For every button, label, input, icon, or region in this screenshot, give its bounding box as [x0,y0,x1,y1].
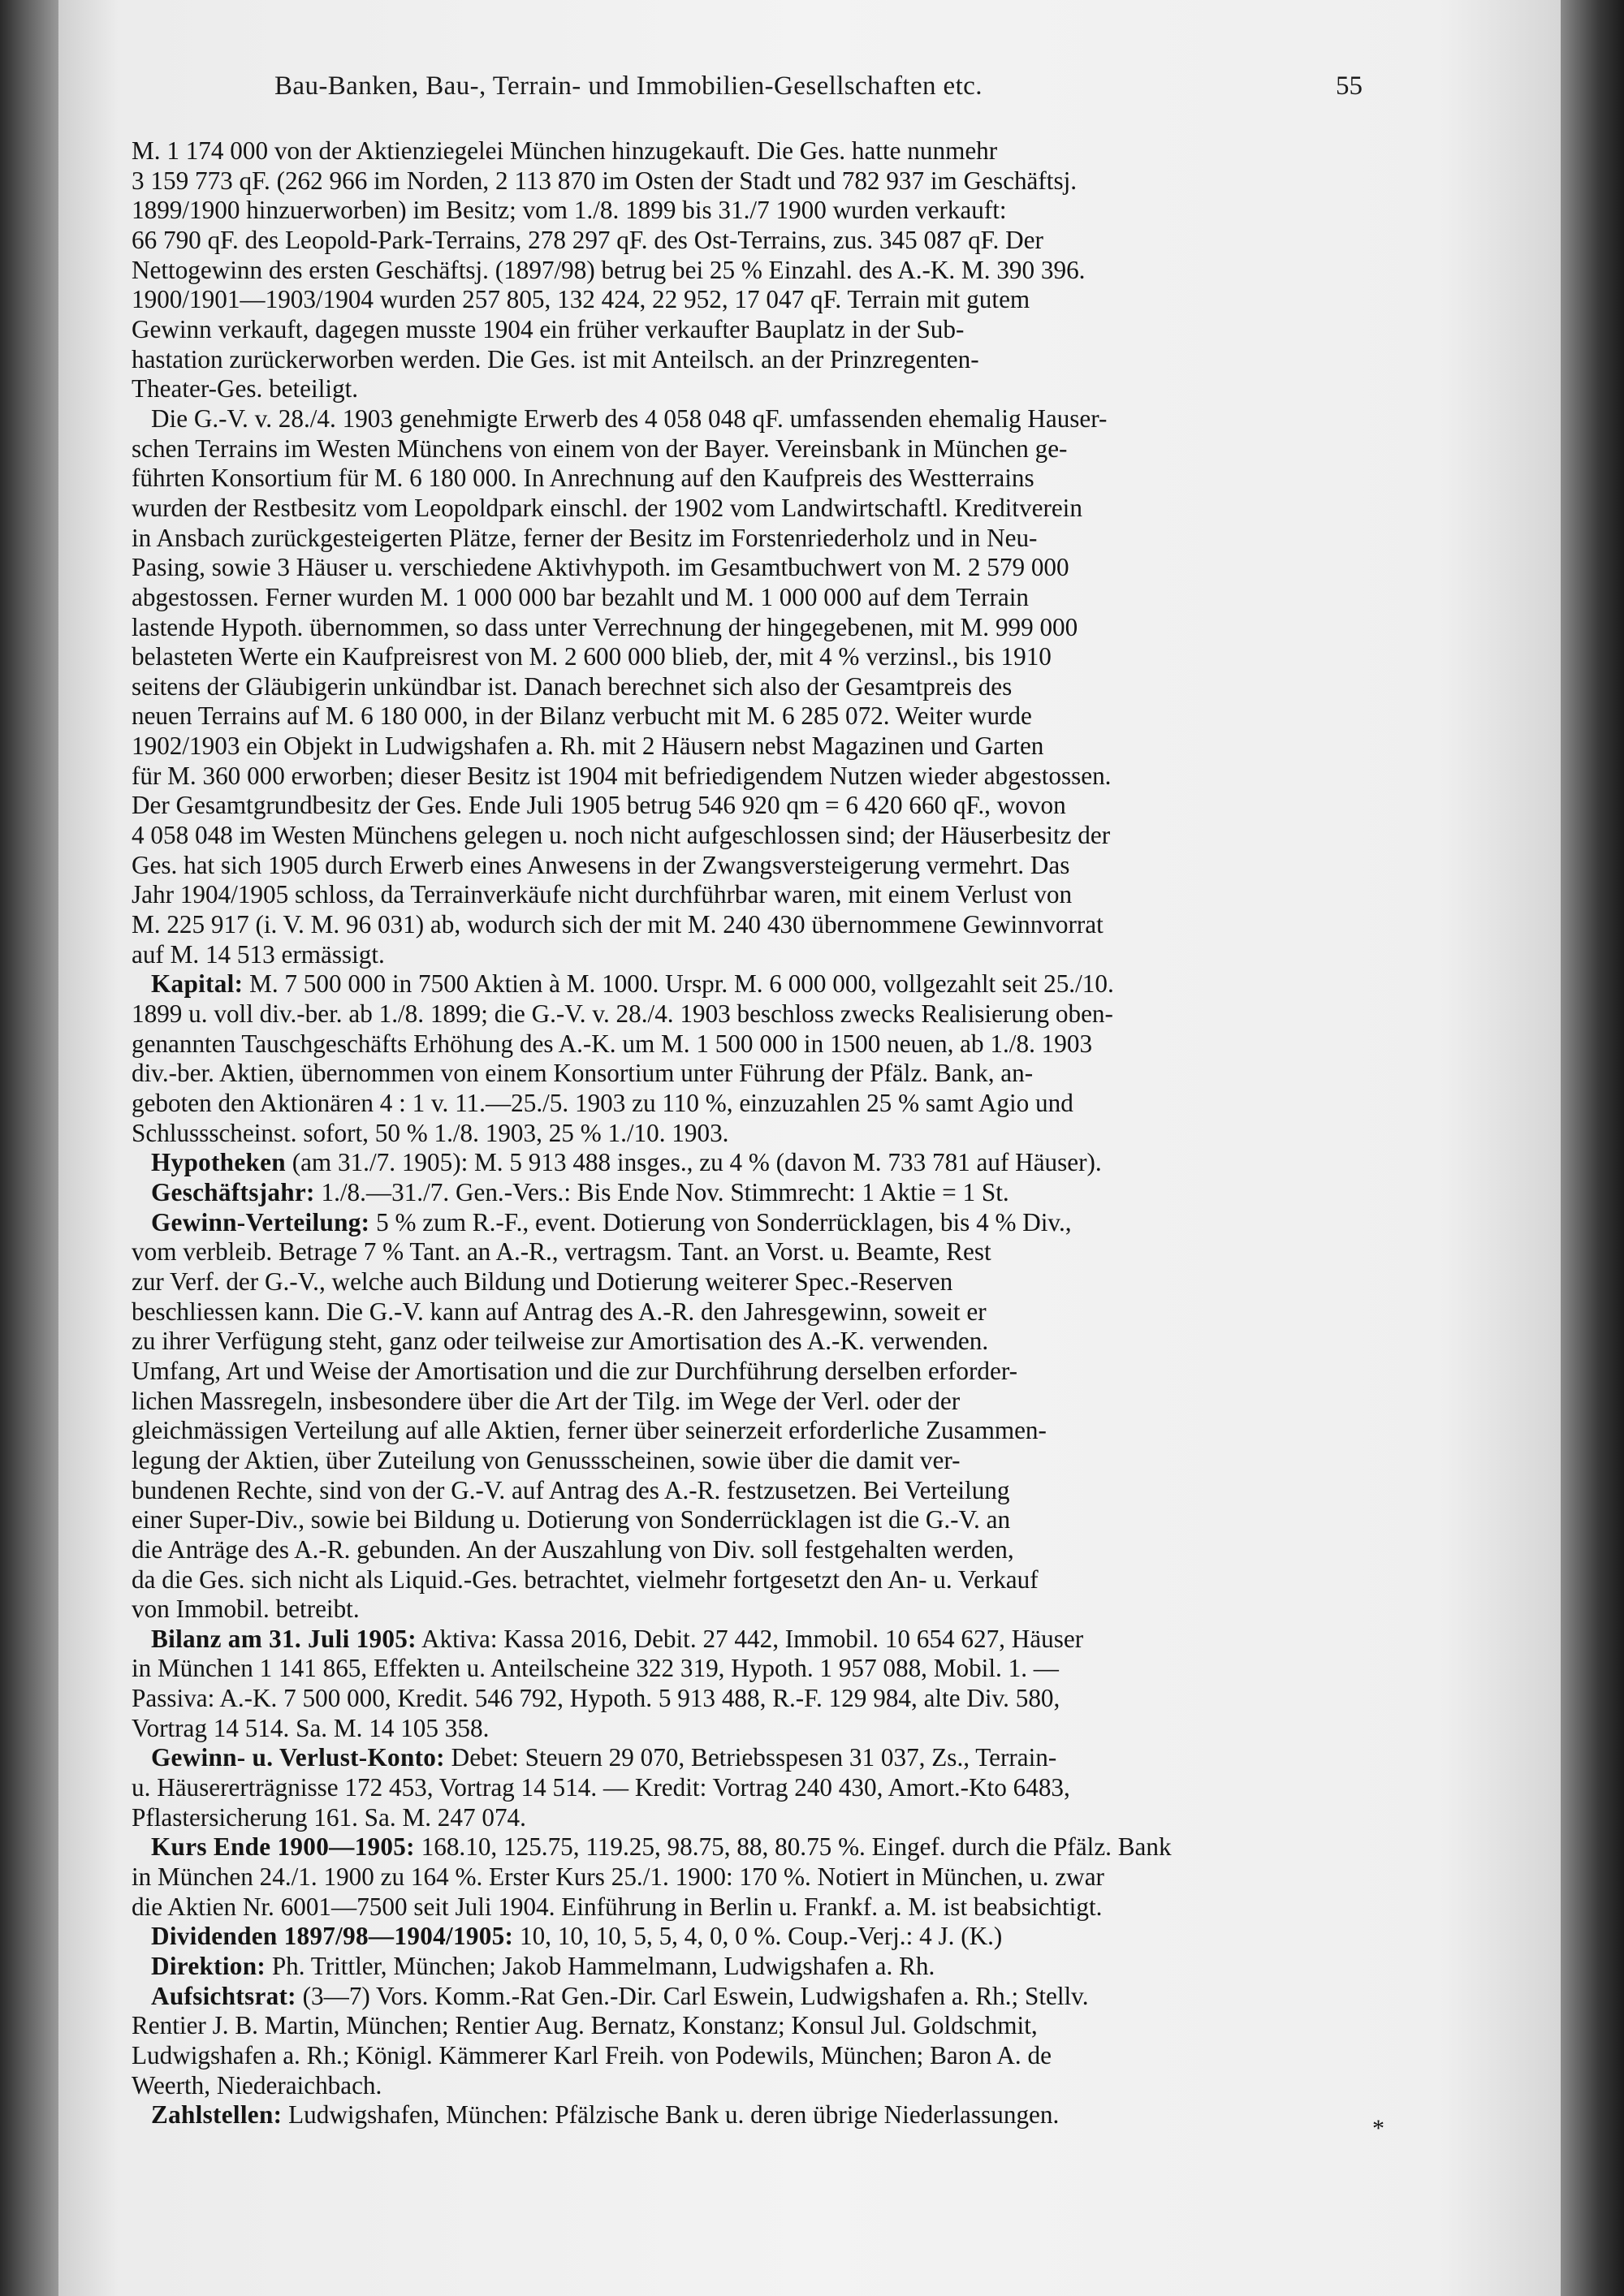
section-text: zur Verf. der G.-V., welche auch Bildung und Dotierung weiterer Spec.-Reserven [132,1267,953,1296]
text-line-content [132,1862,1104,1892]
section-first-line [132,1743,1386,1773]
text-line [132,880,1386,910]
text-line-content [132,1267,952,1297]
text-line-content [132,1654,1059,1684]
text-line-content: 1902/1903 ein Objekt in Ludwigshafen a. Rh. mit 2 Häusern nebst Magazinen und Garten [132,732,1044,761]
section-text: in München 1 141 865, Effekten u. Anteilscheine 322 319, Hypoth. 1 957 088, Mobil. 1. — [132,1654,1059,1683]
section-first-line [132,1952,1386,1982]
text-line-content [132,1357,1017,1387]
text-line-content: 66 790 qF. des Leopold-Park-Terrains, 278 297 qF. des Ost-Terrains, zus. 345 087 qF. Der [132,225,1043,254]
text-line-content [151,1922,1002,1952]
section-text: Schlussscheinst. sofort, 50 % 1./8. 1903, 25 % 1./10. 1903. [132,1118,729,1147]
text-line-content: hastation zurückerworben werden. Die Ges. ist mit Anteilsch. an der Prinzregenten- [132,344,979,373]
section-first-line [132,1208,1386,1238]
text-line [132,404,1386,434]
text-line-content [132,1446,961,1476]
text-line [132,821,1386,851]
text-line-content: schen Terrains im Westen Münchens von einem von der Bayer. Vereinsbank in München ge- [132,434,1068,463]
text-line [132,999,1386,1029]
text-line [132,613,1386,643]
section-text: Pflastersicherung 161. Sa. M. 247 074. [132,1802,526,1832]
text-line-content: wurden der Restbesitz vom Leopoldpark einschl. der 1902 vom Landwirtschaftl. Kreditverein [132,493,1082,522]
text-line-content [132,1029,1092,1060]
text-line-content: Der Gesamtgrundbesitz der Ges. Ende Juli 1905 betrug 546 920 qm = 6 420 660 qF., wovon [132,791,1066,820]
text-line-content: M. 1 174 000 von der Aktienziegelei München hinzugekauft. Die Ges. hatte nunmehr [132,136,998,165]
section-text: die Anträge des A.-R. gebunden. An der Auszahlung von Div. soll festgehalten werden, [132,1534,1014,1564]
text-line [132,2041,1386,2071]
text-line-content [151,1982,1089,2012]
section-text: 10, 10, 10, 5, 5, 4, 0, 0 %. Coup.-Verj.: 4 J. (K.) [513,1922,1003,1951]
text-line [132,1327,1386,1357]
text-line-content: Ges. hat sich 1905 durch Erwerb eines Anwesens in der Zwangsversteigerung vermehrt. Das [132,850,1070,879]
text-line-content [132,1089,1073,1119]
section-text: Ludwigshafen, München: Pfälzische Bank u. deren übrige Niederlassungen. [282,2100,1060,2130]
section-label: Direktion: [151,1952,266,1981]
text-line [132,1862,1386,1892]
text-line [132,1595,1386,1625]
text-line [132,1803,1386,1833]
section-text: (am 31./7. 1905): M. 5 913 488 insges., zu 4 % (davon M. 733 781 auf Häuser). [285,1148,1102,1177]
text-line-content [151,969,1114,999]
section-label: Kapital: [151,969,244,999]
text-line [132,1059,1386,1089]
text-line-content: Nettogewinn des ersten Geschäftsj. (1897/98) betrug bei 25 % Einzahl. des A.-K. M. 390 396. [132,255,1086,284]
text-line-content: Gewinn verkauft, dagegen musste 1904 ein früher verkaufter Bauplatz in der Sub- [132,314,965,343]
text-line [132,196,1386,226]
section-text: legung der Aktien, über Zuteilung von Genussscheinen, sowie über die damit ver- [132,1445,961,1474]
text-line-content [151,1625,1083,1655]
section-first-line [132,1982,1386,2012]
text-line [132,2011,1386,2041]
text-line-content: führten Konsortium für M. 6 180 000. In Anrechnung auf den Kaufpreis des Westterrains [132,464,1034,493]
section-text: u. Häusererträgnisse 172 453, Vortrag 14 514. — Kredit: Vortrag 240 430, Amort.-Kto 6483, [132,1773,1070,1802]
text-line-content [151,1178,1009,1208]
section-label: Hypotheken [151,1148,286,1177]
text-line [132,1387,1386,1417]
section-first-line [132,1922,1386,1952]
text-line [132,672,1386,702]
section-first-line [132,1178,1386,1208]
section-first-line [132,1832,1386,1862]
text-line-content: seitens der Gläubigerin unkündbar ist. Danach berechnet sich also der Gesamtpreis des [132,671,1013,701]
section-text: genannten Tauschgeschäfts Erhöhung des A.-K. um M. 1 500 000 in 1500 neuen, ab 1./8. 1903 [132,1029,1093,1058]
text-line-content [132,1892,1102,1923]
section-label: Bilanz am 31. Juli 1905: [151,1624,417,1653]
text-line [132,166,1386,196]
text-line [132,136,1386,166]
section-label: Dividenden 1897/98—1904/1905: [151,1922,514,1951]
section-text: Rentier J. B. Martin, München; Rentier Aug. Bernatz, Konstanz; Konsul Jul. Goldschmit, [132,2011,1038,2040]
text-line [132,285,1386,315]
text-line [132,791,1386,821]
text-line-content [132,2011,1038,2041]
section-text: 1899 u. voll div.-ber. ab 1./8. 1899; die G.-V. v. 28./4. 1903 beschloss zwecks Realisierung oben- [132,999,1113,1029]
section-text: zu ihrer Verfügung steht, ganz oder teilweise zur Amortisation des A.-K. verwenden. [132,1327,989,1356]
text-line [132,1297,1386,1327]
section-text: M. 7 500 000 in 7500 Aktien à M. 1000. Urspr. M. 6 000 000, vollgezahlt seit 25./10. [243,969,1114,999]
section-text: Umfang, Art und Weise der Amortisation und die zur Durchführung derselben erforder- [132,1356,1017,1385]
text-line-content: abgestossen. Ferner wurden M. 1 000 000 bar bezahlt und M. 1 000 000 auf dem Terrain [132,582,1030,611]
text-line-content [132,1535,1014,1565]
text-line [132,732,1386,762]
text-line-content [132,1237,991,1267]
text-line-content [132,1565,1039,1595]
text-line-content [132,1476,1010,1506]
text-line-content: 4 058 048 im Westen Münchens gelegen u. noch nicht aufgeschlossen sind; der Häuserbesitz der [132,821,1111,850]
section-first-line [132,1148,1386,1178]
running-title: Bau-Banken, Bau-, Terrain- und Immobilien-Gesellschaften etc. [274,71,983,101]
text-line [132,1684,1386,1714]
text-line [132,1654,1386,1684]
section-first-line [132,1625,1386,1655]
text-line [132,524,1386,554]
text-line-content [151,1952,935,1982]
section-text: Passiva: A.-K. 7 500 000, Kredit. 546 792, Hypoth. 5 913 488, R.-F. 129 984, alte Div. 580, [132,1684,1060,1713]
section-text: Ludwigshafen a. Rh.; Königl. Kämmerer Karl Freih. von Podewils, München; Baron A. de [132,2041,1052,2069]
text-line [132,1029,1386,1060]
text-line-content [132,999,1113,1029]
text-line [132,1773,1386,1803]
text-line [132,374,1386,404]
text-line-content [132,1773,1070,1803]
text-line [132,1267,1386,1297]
section-text: da die Ges. sich nicht als Liquid.-Ges. betrachtet, vielmehr fortgesetzt den An- u. Verkauf [132,1564,1039,1594]
text-line-content [132,1297,987,1327]
text-line-content [151,2100,1059,2130]
text-line [132,701,1386,732]
section-text: 168.10, 125.75, 119.25, 98.75, 88, 80.75 %. Eingef. durch die Pfälz. Bank [414,1832,1172,1862]
section-label: Aufsichtsrat: [151,1981,296,2010]
text-line-content [132,1119,728,1149]
text-line-content: lastende Hypoth. übernommen, so dass unter Verrechnung der hingegebenen, mit M. 999 000 [132,612,1078,641]
text-line-content [132,1595,360,1625]
section-text: geboten den Aktionären 4 : 1 v. 11.—25./5. 1903 zu 110 %, einzuzahlen 25 % samt Agio und [132,1089,1073,1117]
text-line [132,1119,1386,1149]
text-line [132,1476,1386,1506]
section-label: Geschäftsjahr: [151,1177,315,1206]
book-binding [0,0,58,2296]
text-line-content: 3 159 773 qF. (262 966 im Norden, 2 113 870 im Osten der Stadt und 782 937 im Geschäftsj. [132,166,1078,195]
section-label: Gewinn- u. Verlust-Konto: [151,1743,445,1772]
text-line [132,583,1386,613]
text-line-content [151,1208,1072,1238]
section-label: Zahlstellen: [151,2100,283,2130]
text-line [132,553,1386,583]
text-line-content [132,1387,960,1417]
text-line [132,226,1386,256]
text-line-content [151,1148,1102,1178]
section-text: Weerth, Niederaichbach. [132,2070,382,2100]
text-line [132,1892,1386,1923]
section-text: 5 % zum R.-F., event. Dotierung von Sonderrücklagen, bis 4 % Div., [369,1207,1072,1236]
section-text: vom verbleib. Betrage 7 % Tant. an A.-R., vertragsm. Tant. an Vorst. u. Beamte, Rest [132,1237,991,1267]
section-text: in München 24./1. 1900 zu 164 %. Erster Kurs 25./1. 1900: 170 %. Notiert in München, u. zwar [132,1862,1104,1892]
section-text: 1./8.—31./7. Gen.-Vers.: Bis Ende Nov. Stimmrecht: 1 Aktie = 1 St. [314,1177,1009,1206]
text-line-content: Die G.-V. v. 28./4. 1903 genehmigte Erwerb des 4 058 048 qF. umfassenden ehemalig Hauser- [151,404,1108,433]
text-line-content: 1900/1901—1903/1904 wurden 257 805, 132 424, 22 952, 17 047 qF. Terrain mit gutem [132,285,1030,314]
section-text: div.-ber. Aktien, übernommen von einem Konsortium unter Führung der Pfälz. Bank, an- [132,1059,1034,1088]
text-line-content [132,1803,526,1833]
text-line-content: in Ansbach zurückgesteigerten Plätze, ferner der Besitz im Forstenriederholz und in Neu- [132,523,1038,552]
intro-paragraph [132,136,1386,969]
text-line [132,1237,1386,1267]
text-line [132,642,1386,672]
page-number: 55 [1336,71,1363,101]
text-line [132,1714,1386,1744]
section-text: gleichmässigen Verteilung auf alle Aktien, ferner über seinerzeit erforderliche Zusammen- [132,1416,1047,1445]
text-line-content: Theater-Ges. beteiligt. [132,374,359,404]
text-line-content [132,1416,1047,1446]
text-line [132,1505,1386,1535]
text-line [132,1357,1386,1387]
section-label: Gewinn-Verteilung: [151,1207,370,1236]
end-mark: * [1372,2115,1384,2142]
text-line [132,1089,1386,1119]
text-line [132,1416,1386,1446]
text-line-content: 1899/1900 hinzuerworben) im Besitz; vom 1./8. 1899 bis 31./7 1900 wurden verkauft: [132,196,1007,225]
section-label: Kurs Ende 1900—1905: [151,1832,415,1862]
section-text: (3—7) Vors. Komm.-Rat Gen.-Dir. Carl Eswein, Ludwigshafen a. Rh.; Stellv. [296,1981,1089,2010]
text-line-content: Jahr 1904/1905 schloss, da Terrainverkäufe nicht durchführbar waren, mit einem Verlust von [132,880,1073,909]
text-line-content: M. 225 917 (i. V. M. 96 031) ab, wodurch sich der mit M. 240 430 übernommene Gewinnvorrat [132,910,1104,939]
text-line-content: Pasing, sowie 3 Häuser u. verschiedene Aktivhypoth. im Gesamtbuchwert von M. 2 579 000 [132,553,1069,582]
text-line-content [132,1327,988,1357]
text-line-content: belasteten Werte ein Kaufpreisrest von M. 2 600 000 blieb, der, mit 4 % verzinsl., bis 1910 [132,642,1052,671]
text-line [132,315,1386,345]
section-text: Debet: Steuern 29 070, Betriebsspesen 31 037, Zs., Terrain- [444,1743,1057,1772]
text-line-content [132,2041,1052,2071]
text-line-content [132,1505,1010,1535]
text-line [132,434,1386,464]
text-line [132,494,1386,524]
section-first-line [132,2100,1386,2130]
text-line-content [132,1059,1033,1089]
sections [132,969,1386,2130]
section-text: die Aktien Nr. 6001—7500 seit Juli 1904. Einführung in Berlin u. Frankf. a. M. ist beabsichtigt. [132,1892,1103,1921]
text-line [132,940,1386,970]
text-line [132,851,1386,881]
section-text: von Immobil. betreibt. [132,1595,360,1624]
text-line [132,1446,1386,1476]
text-line [132,762,1386,792]
text-line-content: für M. 360 000 erworben; dieser Besitz ist 1904 mit befriedigendem Nutzen wieder abgestossen. [132,761,1112,790]
section-text: lichen Massregeln, insbesondere über die Art der Tilg. im Wege der Verl. oder der [132,1386,961,1415]
text-line-content [132,1684,1060,1714]
text-line [132,256,1386,286]
section-first-line [132,969,1386,999]
text-line [132,464,1386,494]
text-line [132,910,1386,940]
text-line [132,2071,1386,2101]
text-line-content [151,1743,1056,1773]
text-line-content [151,1832,1172,1862]
body-text [132,136,1386,2130]
section-text: Vortrag 14 514. Sa. M. 14 105 358. [132,1713,490,1742]
text-line [132,1565,1386,1595]
text-line-content [132,1714,489,1744]
text-line-content: neuen Terrains auf M. 6 180 000, in der Bilanz verbucht mit M. 6 285 072. Weiter wurde [132,701,1032,731]
text-line [132,1535,1386,1565]
section-text: bundenen Rechte, sind von der G.-V. auf Antrag des A.-R. festzusetzen. Bei Verteilung [132,1475,1010,1504]
text-line-content: auf M. 14 513 ermässigt. [132,939,385,969]
section-text: beschliessen kann. Die G.-V. kann auf Antrag des A.-R. den Jahresgewinn, soweit er [132,1297,987,1326]
section-text: Aktiva: Kassa 2016, Debit. 27 442, Immobil. 10 654 627, Häuser [416,1624,1084,1653]
page-edge [1561,0,1624,2296]
text-line [132,345,1386,375]
section-text: Ph. Trittler, München; Jakob Hammelmann, Ludwigshafen a. Rh. [266,1952,935,1981]
text-line-content [132,2071,382,2101]
section-text: einer Super-Div., sowie bei Bildung u. Dotierung von Sonderrücklagen ist die G.-V. an [132,1505,1011,1534]
